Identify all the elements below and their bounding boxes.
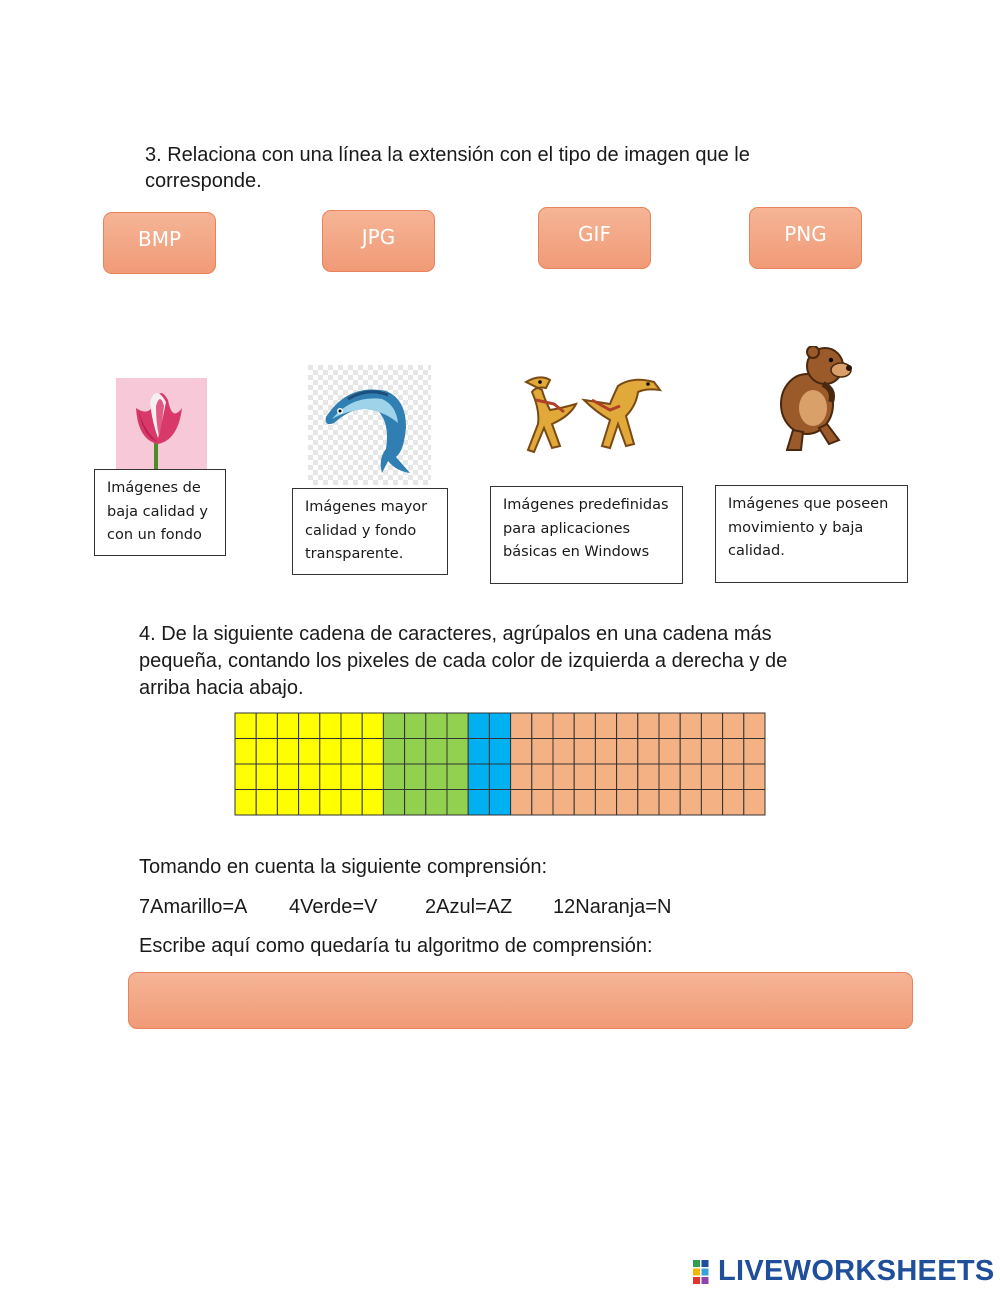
grid-pixel-cell (447, 739, 468, 765)
dinosaurs-image (514, 370, 670, 462)
description-box-windows[interactable] (490, 486, 683, 584)
grid-pixel-cell (426, 790, 447, 816)
extension-bmp-button[interactable]: BMP (103, 212, 216, 274)
grid-pixel-cell (489, 790, 510, 816)
grid-pixel-cell (341, 764, 362, 790)
grid-pixel-cell (595, 764, 616, 790)
grid-pixel-cell (256, 739, 277, 765)
grid-pixel-cell (235, 764, 256, 790)
description-box-animated[interactable] (715, 485, 908, 583)
grid-pixel-cell (362, 713, 383, 739)
description-line: Imágenes mayor (305, 499, 428, 515)
description-box-transparent[interactable] (292, 488, 448, 575)
grid-pixel-cell (532, 764, 553, 790)
grid-pixel-cell (426, 764, 447, 790)
description-line: calidad y fondo (305, 522, 417, 539)
description-line: Imágenes que poseen (728, 496, 889, 512)
grid-pixel-cell (659, 764, 680, 790)
description-line: movimiento y baja (728, 519, 864, 536)
grid-pixel-cell (574, 790, 595, 816)
grid-pixel-cell (299, 764, 320, 790)
grid-pixel-cell (532, 713, 553, 739)
grid-pixel-cell (723, 764, 744, 790)
grid-pixel-cell (553, 790, 574, 816)
grid-pixel-cell (744, 713, 765, 739)
grid-pixel-cell (468, 713, 489, 739)
grid-pixel-cell (256, 764, 277, 790)
grid-pixel-cell (320, 790, 341, 816)
grid-pixel-cell (723, 790, 744, 816)
description-line: básicas en Windows (503, 544, 650, 560)
grid-pixel-cell (553, 713, 574, 739)
grid-pixel-cell (638, 739, 659, 765)
grid-pixel-cell (744, 764, 765, 790)
grid-pixel-cell (701, 713, 722, 739)
grid-pixel-cell (638, 764, 659, 790)
grid-pixel-cell (277, 739, 298, 765)
grid-pixel-cell (574, 764, 595, 790)
grid-pixel-cell (235, 790, 256, 816)
grid-pixel-cell (447, 713, 468, 739)
grid-pixel-cell (447, 790, 468, 816)
description-line: Imágenes de (107, 480, 201, 496)
liveworksheets-logo-text: LIVEWORKSHEETS (718, 1255, 995, 1287)
grid-pixel-cell (659, 739, 680, 765)
grid-pixel-cell (532, 739, 553, 765)
grid-pixel-cell (299, 739, 320, 765)
grid-pixel-cell (723, 713, 744, 739)
grid-pixel-cell (680, 739, 701, 765)
grid-pixel-cell (574, 713, 595, 739)
grid-pixel-cell (383, 764, 404, 790)
grid-pixel-cell (617, 713, 638, 739)
legend-orange: 12Naranja=N (553, 896, 672, 918)
grid-pixel-cell (277, 713, 298, 739)
description-line: baja calidad y (107, 503, 209, 520)
grid-pixel-cell (426, 713, 447, 739)
legend-yellow: 7Amarillo=A (139, 896, 248, 918)
grid-pixel-cell (362, 764, 383, 790)
description-box-low-quality[interactable] (94, 469, 226, 556)
grid-pixel-cell (553, 764, 574, 790)
grid-pixel-cell (383, 713, 404, 739)
grid-pixel-cell (595, 790, 616, 816)
description-line: Imágenes predefinidas (503, 497, 669, 513)
grid-pixel-cell (511, 790, 532, 816)
grid-pixel-cell (701, 764, 722, 790)
grid-pixel-cell (383, 739, 404, 765)
liveworksheets-logo-icon (692, 1259, 718, 1285)
legend-green: 4Verde=V (289, 896, 378, 918)
grid-pixel-cell (680, 713, 701, 739)
grid-pixel-cell (320, 764, 341, 790)
q4-instruction-line-3: arriba hacia abajo. (139, 677, 304, 699)
q3-instruction-line-2: corresponde. (145, 170, 262, 192)
liveworksheets-logo (692, 1255, 995, 1288)
compression-intro: Tomando en cuenta la siguiente comprensión: (139, 856, 548, 878)
grid-pixel-cell (383, 790, 404, 816)
grid-pixel-cell (489, 764, 510, 790)
grid-pixel-cell (256, 713, 277, 739)
pixel-color-grid (234, 712, 768, 816)
description-line: con un fondo (107, 527, 202, 543)
grid-pixel-cell (256, 790, 277, 816)
grid-pixel-cell (468, 764, 489, 790)
grid-pixel-cell (595, 713, 616, 739)
grid-pixel-cell (341, 790, 362, 816)
answer-input[interactable] (128, 972, 913, 1029)
grid-pixel-cell (511, 713, 532, 739)
grid-pixel-cell (511, 739, 532, 765)
grid-pixel-cell (532, 790, 553, 816)
grid-pixel-cell (511, 764, 532, 790)
grid-pixel-cell (405, 790, 426, 816)
grid-pixel-cell (617, 790, 638, 816)
grid-pixel-cell (489, 739, 510, 765)
grid-pixel-cell (468, 790, 489, 816)
grid-pixel-cell (405, 739, 426, 765)
tulip-image (116, 378, 207, 470)
grid-pixel-cell (468, 739, 489, 765)
grid-pixel-cell (638, 713, 659, 739)
grid-pixel-cell (405, 713, 426, 739)
answer-prompt: Escribe aquí como quedaría tu algoritmo de comprensión: (139, 935, 653, 957)
grid-pixel-cell (744, 790, 765, 816)
grid-pixel-cell (638, 790, 659, 816)
extension-jpg-button[interactable]: JPG (322, 210, 435, 272)
legend-blue: 2Azul=AZ (425, 896, 513, 918)
grid-pixel-cell (553, 739, 574, 765)
q4-instruction (139, 621, 787, 702)
grid-pixel-cell (426, 739, 447, 765)
grid-pixel-cell (235, 739, 256, 765)
description-line: transparente. (305, 546, 404, 562)
grid-pixel-cell (362, 739, 383, 765)
grid-pixel-cell (320, 713, 341, 739)
grid-pixel-cell (341, 713, 362, 739)
grid-pixel-cell (744, 739, 765, 765)
grid-pixel-cell (680, 764, 701, 790)
grid-pixel-cell (277, 764, 298, 790)
grid-pixel-cell (617, 764, 638, 790)
fish-image (308, 365, 431, 485)
grid-pixel-cell (595, 739, 616, 765)
extension-png-button[interactable]: PNG (749, 207, 862, 269)
grid-pixel-cell (405, 764, 426, 790)
q4-instruction-line-2: pequeña, contando los pixeles de cada color de izquierda a derecha y de (139, 650, 788, 672)
description-line: para aplicaciones (503, 520, 631, 537)
grid-pixel-cell (659, 790, 680, 816)
grid-pixel-cell (659, 713, 680, 739)
grid-pixel-cell (299, 713, 320, 739)
grid-pixel-cell (574, 739, 595, 765)
q3-instruction-line-1: 3. Relaciona con una línea la extensión con el tipo de imagen que le (145, 144, 750, 166)
q4-instruction-line-1: 4. De la siguiente cadena de caracteres, agrúpalos en una cadena más (139, 623, 772, 645)
description-line: calidad. (728, 543, 785, 559)
grid-pixel-cell (489, 713, 510, 739)
bear-image (773, 346, 857, 452)
q3-instruction (145, 142, 750, 194)
grid-pixel-cell (723, 739, 744, 765)
grid-pixel-cell (701, 790, 722, 816)
grid-pixel-cell (235, 713, 256, 739)
grid-pixel-cell (447, 764, 468, 790)
grid-pixel-cell (341, 739, 362, 765)
grid-pixel-cell (680, 790, 701, 816)
grid-pixel-cell (299, 790, 320, 816)
grid-pixel-cell (277, 790, 298, 816)
extension-gif-button[interactable]: GIF (538, 207, 651, 269)
grid-pixel-cell (701, 739, 722, 765)
grid-pixel-cell (617, 739, 638, 765)
grid-pixel-cell (320, 739, 341, 765)
grid-pixel-cell (362, 790, 383, 816)
